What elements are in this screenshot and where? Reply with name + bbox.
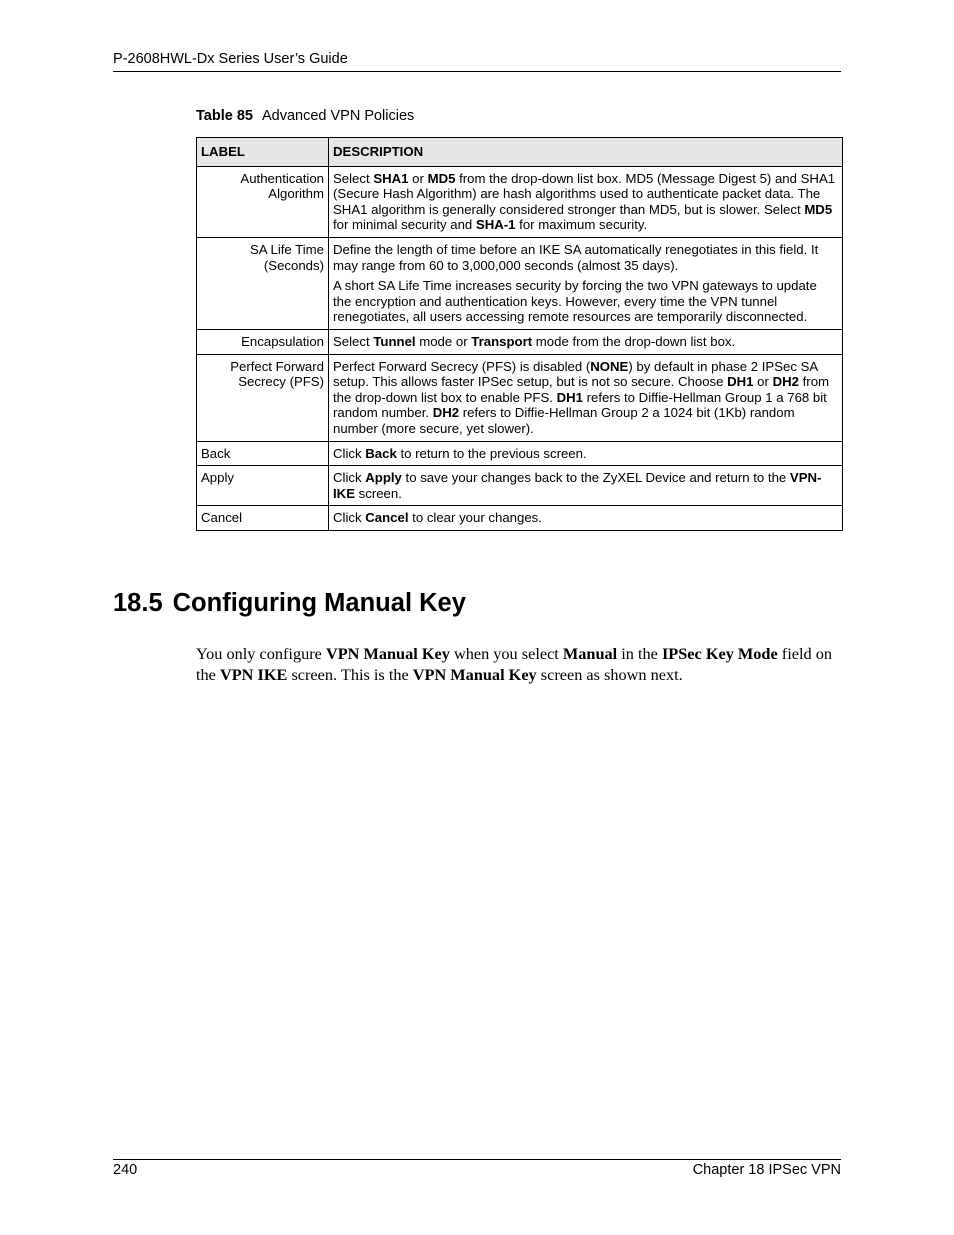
bold-term: Cancel <box>365 510 409 526</box>
bold-term: IPSec Key Mode <box>661 644 778 663</box>
table-caption-number: Table 85 <box>196 108 253 124</box>
text-run: from the drop-down list box. MD5 (Message Digest 5) and SHA1 (Secure Hash Algorithm) are hash algorithms used to authenticate packet data. The SHA1 algorithm is generally considered stronger than MD5, but is slower. Select <box>333 170 836 217</box>
text-run: from the drop-down list box to enable PFS. <box>333 374 830 405</box>
row-label-line: Secrecy (PFS) <box>238 374 324 390</box>
text-run: screen as shown next. <box>536 664 683 684</box>
bold-term: MD5 <box>427 170 456 186</box>
description-paragraph <box>333 359 838 437</box>
text-run: You only configure <box>196 644 326 663</box>
row-label <box>197 237 329 329</box>
row-label-line: Apply <box>201 470 234 486</box>
row-label-line: Perfect Forward <box>230 358 324 374</box>
text-run: or <box>408 170 428 186</box>
row-label-line: Back <box>201 445 231 461</box>
bold-term: DH1 <box>556 389 583 405</box>
table-caption <box>196 108 414 124</box>
row-description <box>329 237 843 329</box>
description-paragraph <box>333 510 838 526</box>
text-run: for maximum security. <box>515 217 648 233</box>
bold-term: DH2 <box>432 405 460 421</box>
text-run: Click <box>333 445 366 461</box>
row-label <box>197 166 329 237</box>
bold-term: MD5 <box>804 201 833 217</box>
header-divider <box>113 71 841 72</box>
bold-term: VPN Manual Key <box>325 644 450 663</box>
section-heading <box>113 589 466 618</box>
bold-term: Transport <box>471 333 533 349</box>
bold-term: Manual <box>562 644 618 663</box>
table-row <box>197 237 843 329</box>
description-paragraph <box>333 470 838 501</box>
section-title: Configuring Manual Key <box>172 589 466 617</box>
section-number: 18.5 <box>113 589 163 617</box>
table-row <box>197 441 843 466</box>
table-header-row <box>197 138 843 167</box>
table-row <box>197 166 843 237</box>
row-description <box>329 354 843 441</box>
section-body-paragraph <box>196 644 844 685</box>
footer-chapter-title: Chapter 18 IPSec VPN <box>692 1162 841 1178</box>
text-run: field on the <box>196 644 832 684</box>
table-row <box>197 466 843 506</box>
text-run: to clear your changes. <box>408 510 542 526</box>
text-run: to save your changes back to the ZyXEL Device and return to the <box>401 470 790 486</box>
table-row <box>197 329 843 354</box>
row-label <box>197 354 329 441</box>
text-run: refers to Diffie-Hellman Group 2 a 1024 bit (1Kb) random number (more secure, yet slower). <box>333 405 795 436</box>
description-paragraph <box>333 242 838 273</box>
text-run: Define the length of time before an IKE SA automatically renegotiates in this field. It may range from 60 to 3,000,000 seconds (almost 35 days). <box>333 241 819 273</box>
row-description <box>329 466 843 506</box>
table-row <box>197 506 843 531</box>
bold-term: Apply <box>365 470 402 486</box>
text-run: refers to Diffie-Hellman Group 1 a 768 bit random number. <box>333 389 827 421</box>
description-paragraph <box>333 446 838 462</box>
text-run: Click <box>333 510 366 526</box>
description-paragraph <box>333 334 838 350</box>
text-run: screen. This is the <box>287 664 413 684</box>
table-body <box>197 166 843 530</box>
description-paragraph <box>333 171 838 233</box>
text-run: mode or <box>415 333 472 349</box>
row-label-line: Algorithm <box>268 186 324 202</box>
text-run: to return to the previous screen. <box>396 445 587 461</box>
column-header-label: LABEL <box>197 138 329 167</box>
text-run: ) by default in phase 2 IPSec SA setup. This allows faster IPSec setup, but is not so secure. Choose <box>333 358 818 390</box>
bold-term: SHA-1 <box>475 217 516 233</box>
text-run: in the <box>617 644 662 663</box>
bold-term: Tunnel <box>373 333 416 349</box>
text-run: A short SA Life Time increases security by forcing the two VPN gateways to update the encryption and authentication keys. However, every time the VPN tunnel renegotiates, all users accessing remote resources are temporarily disconnected. <box>333 278 817 325</box>
text-run: Perfect Forward Secrecy (PFS) is disabled ( <box>333 358 591 374</box>
bold-term: VPN-IKE <box>333 470 822 501</box>
bold-term: SHA1 <box>373 170 409 186</box>
table-caption-title: Advanced VPN Policies <box>261 108 415 124</box>
text-run: Click <box>333 470 366 486</box>
bold-term: VPN Manual Key <box>412 664 537 684</box>
text-run: screen. <box>354 485 402 501</box>
row-label-line: (Seconds) <box>263 257 324 273</box>
text-run: for minimal security and <box>333 217 476 233</box>
text-run: mode from the drop-down list box. <box>532 333 736 349</box>
row-description <box>329 329 843 354</box>
advanced-vpn-policies-table <box>196 137 843 531</box>
row-description <box>329 166 843 237</box>
row-label <box>197 441 329 466</box>
row-label <box>197 506 329 531</box>
bold-term: Back <box>365 445 397 461</box>
row-description <box>329 506 843 531</box>
bold-term: VPN IKE <box>219 664 288 684</box>
text-run: Select <box>333 170 374 186</box>
row-label-line: Cancel <box>201 510 243 526</box>
table-row <box>197 354 843 441</box>
row-label-line: Encapsulation <box>241 333 324 349</box>
bold-term: DH2 <box>772 374 799 390</box>
bold-term: NONE <box>590 358 629 374</box>
text-run: when you select <box>449 644 563 663</box>
footer-divider <box>113 1159 841 1160</box>
footer-page-number: 240 <box>113 1162 138 1178</box>
text-run: Select <box>333 333 374 349</box>
running-header-title: P-2608HWL-Dx Series User’s Guide <box>113 51 348 67</box>
text-run: or <box>753 374 773 390</box>
column-header-description: DESCRIPTION <box>329 138 843 167</box>
row-description <box>329 441 843 466</box>
row-label-line: Authentication <box>240 170 324 186</box>
description-paragraph <box>333 278 838 325</box>
row-label <box>197 466 329 506</box>
bold-term: DH1 <box>727 374 754 390</box>
row-label <box>197 329 329 354</box>
row-label-line: SA Life Time <box>249 241 324 257</box>
